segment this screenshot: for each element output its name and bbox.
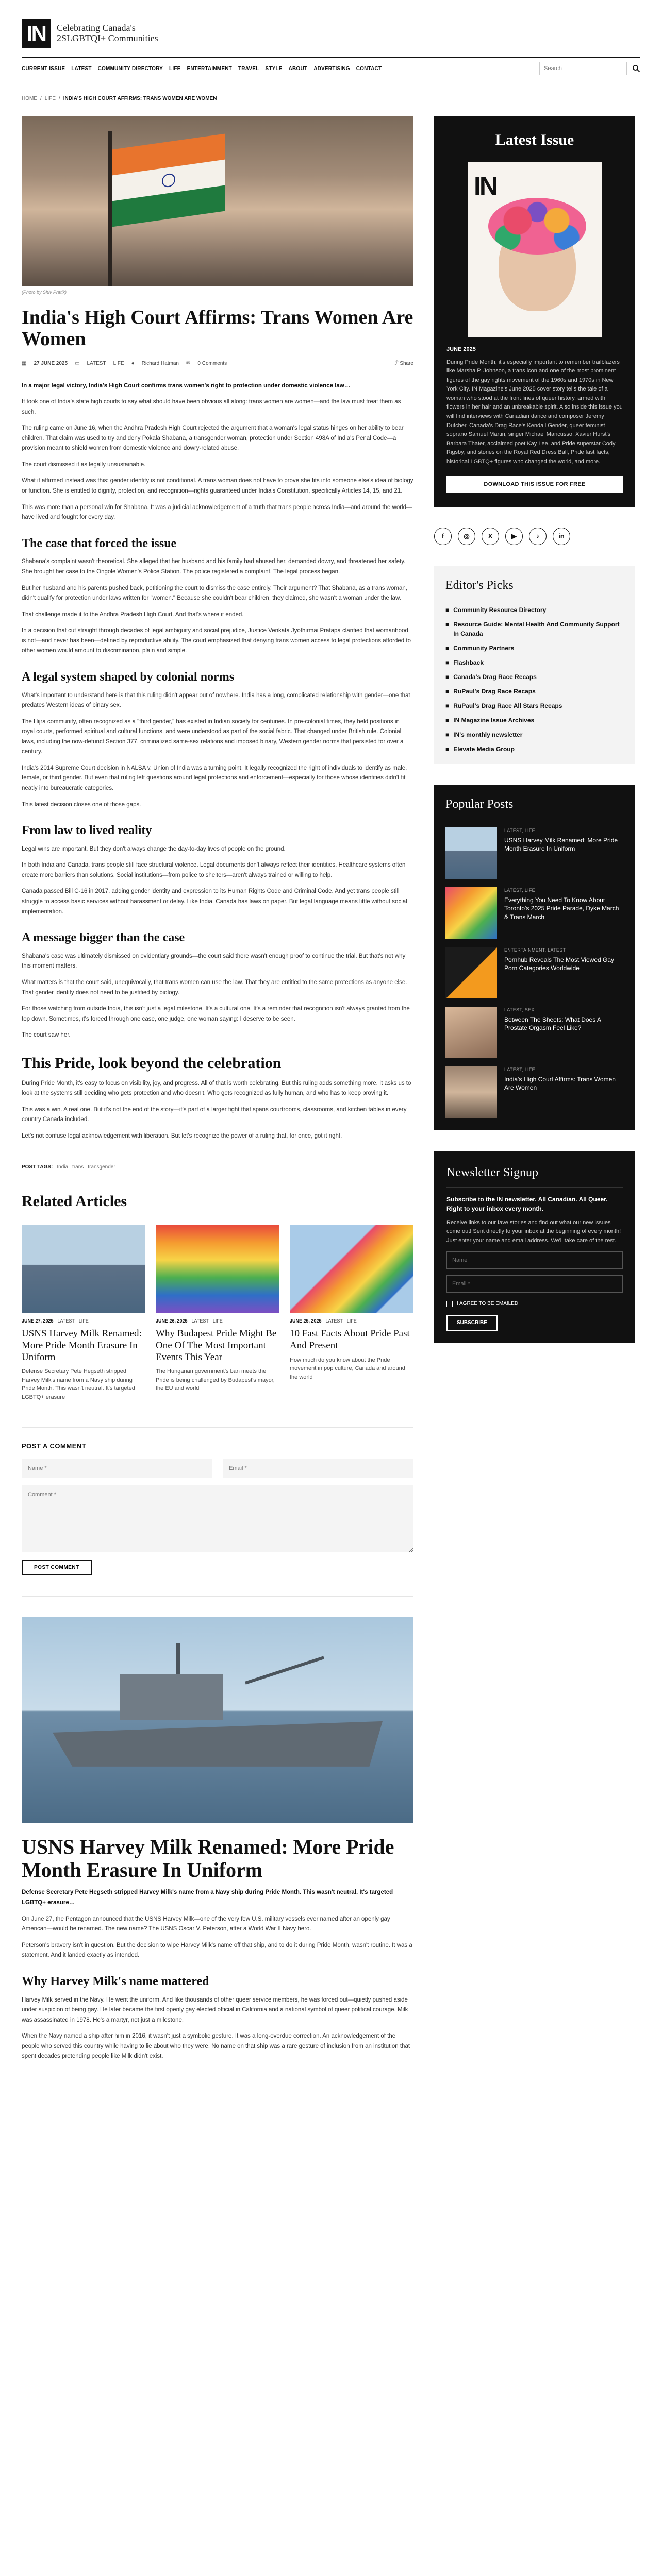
popular-thumb[interactable] [445, 887, 497, 939]
breadcrumb-home[interactable]: HOME [22, 96, 37, 101]
paragraph: What it affirmed instead was this: gender identity is not conditional. A trans woman does not have to prove she fits into someone else's idea of biology or function. She is entitled to dignity, protection, and recognition—rights guaranteed under India's Constitution, specifically Articles 14, 15, and 21. [22, 478, 413, 494]
nav-item-latest[interactable]: LATEST [71, 65, 92, 72]
popular-category: LATEST, LIFE [504, 827, 535, 833]
comment-email-field[interactable] [223, 1459, 413, 1478]
paragraph: When the Navy named a ship after him in 2016, it wasn't just a symbolic gesture. It was a long-overdue correction. An acknowledgement of the people who served this country while having to lie about who they were. No name on that ship was a rare gesture of inclusion from an institution that spent decades pretending people like Milk didn't exist. [22, 2033, 410, 2060]
paragraph: The ruling came on June 16, when the Andhra Pradesh High Court rejected the argument that a woman's legal status hinges on her ability to bear children. That claim was used to try and deny Pokala Shabana, a transgender woman, protection under Section 498A of India's Penal Code—a provision meant to shield women from domestic violence and dowry-related abuse. [22, 425, 404, 452]
bullet-icon: ■ [445, 745, 450, 753]
popular-posts-title: Popular Posts [445, 795, 624, 819]
related-meta: JUNE 26, 2025 · LATEST · LIFE [156, 1318, 223, 1324]
comment-icon: ✉ [186, 360, 191, 366]
latest-issue-title: Latest Issue [495, 131, 574, 148]
hero-image [22, 116, 413, 286]
article-category-2[interactable]: LIFE [113, 360, 124, 366]
user-icon: ● [131, 360, 135, 366]
share-button[interactable]: ⤴ Share [393, 360, 413, 366]
nav-item-contact[interactable]: CONTACT [356, 65, 382, 72]
logo-mark: IN [22, 19, 51, 48]
consent-label: I AGREE TO BE EMAILED [457, 1301, 519, 1307]
popular-category: LATEST, LIFE [504, 1066, 535, 1072]
editors-pick-label: Flashback [453, 658, 484, 666]
popular-posts [434, 785, 635, 1130]
editors-pick-label: Canada's Drag Race Recaps [453, 673, 537, 681]
site-logo[interactable] [22, 19, 170, 48]
paragraph: India's 2014 Supreme Court decision in NALSA v. Union of India was a turning point. It legally recognized the right of individuals to identify as male, female, or third gender. But even that ruling left questions around legal protections and enforcement—especially for those whose identities didn't fit neatly into bureaucratic categories. [22, 765, 407, 791]
section-heading: Why Harvey Milk's name mattered [22, 1974, 209, 1988]
popular-category: LATEST, LIFE [504, 887, 535, 893]
popular-title[interactable]: Between The Sheets: What Does A Prostate Orgasm Feel Like? [504, 1016, 601, 1032]
section-heading: A legal system shaped by colonial norms [22, 670, 235, 684]
related-title[interactable]: Why Budapest Pride Might Be One Of The Most Important Events This Year [156, 1328, 277, 1363]
paragraph: The Hijra community, often recognized as a "third gender," has existed in Indian society for centuries. In pre-colonial times, they held positions in royal courts, performed spiritual and cultural functions, and were understood as part of the social fabric. That changed under British rule. Colonial laws, including the now-defunct Section 377, criminalized same-sex relations and imposed binary, Western gender norms that persisted for over a century. [22, 718, 404, 755]
article-meta [22, 360, 413, 375]
article-date: 27 JUNE 2025 [34, 360, 68, 366]
post-tags-label: POST TAGS: [22, 1164, 53, 1171]
article-title: India's High Court Affirms: Trans Women Are Women [22, 306, 413, 350]
related-image[interactable] [290, 1225, 413, 1313]
newsletter-signup [434, 1151, 635, 1344]
section-heading: A message bigger than the case [22, 931, 185, 945]
popular-post[interactable] [445, 947, 624, 998]
related-excerpt: Defense Secretary Pete Hegseth stripped Harvey Milk's name from a Navy ship during Pride Month. This wasn't neutral. It's targeted LGBTQ+ erasure [22, 1368, 135, 1400]
nav-item-life[interactable]: LIFE [169, 65, 181, 72]
comment-textarea[interactable] [22, 1485, 413, 1552]
second-article-body [22, 1888, 413, 2061]
main-column [22, 116, 413, 2062]
editors-pick-label: IN Magazine Issue Archives [453, 716, 535, 724]
instagram-icon[interactable]: ◎ [458, 528, 475, 545]
second-article-image[interactable] [22, 1617, 413, 1823]
newsletter-title: Newsletter Signup [446, 1163, 623, 1188]
latest-issue [434, 116, 635, 507]
paragraph: In a decision that cut straight through decades of legal ambiguity and social prejudice, Justice Venkata Jyothirmai Pratapa clarified that womanhood is not—and never has been—defined by reproductive ability. The court emphasized that denying trans women access to legal protections afforded to other women would amount to discrimination, plain and simple. [22, 628, 411, 654]
paragraph: What's important to understand here is that this ruling didn't appear out of nowhere. India has a long, complicated relationship with gender—one that predates Western ideas of binary sex. [22, 692, 410, 709]
popular-post[interactable] [445, 1007, 624, 1058]
editors-picks-list [445, 605, 624, 754]
bullet-icon: ■ [445, 716, 450, 724]
flag-pole [108, 131, 112, 286]
breadcrumb-separator: / [58, 96, 60, 101]
image-caption: (Photo by Shiv Pratik) [22, 290, 67, 295]
nav-item-travel[interactable]: TRAVEL [238, 65, 259, 72]
cover-logo: IN [474, 172, 496, 200]
popular-post[interactable] [445, 887, 624, 939]
newsletter-email-field[interactable] [446, 1275, 623, 1293]
download-issue-button[interactable]: DOWNLOAD THIS ISSUE FOR FREE [446, 476, 623, 493]
breadcrumb [22, 95, 640, 103]
related-title[interactable]: 10 Fast Facts About Pride Past And Present [290, 1328, 410, 1351]
bullet-icon: ■ [445, 606, 450, 614]
editors-pick-item[interactable] [445, 744, 624, 754]
editors-pick-item[interactable] [445, 658, 624, 667]
editors-pick-label: Community Resource Directory [453, 606, 547, 614]
related-card[interactable] [290, 1225, 413, 1401]
newsletter-lead: Subscribe to the IN newsletter. All Canadian. All Queer. Right to your inbox every month. [446, 1195, 608, 1212]
related-excerpt: The Hungarian government's ban meets the Pride is being challenged by Budapest's mayor, the EU and world [156, 1368, 275, 1392]
related-excerpt: How much do you know about the Pride movement in pop culture, Canada and around the world [290, 1357, 405, 1380]
paragraph: The court dismissed it as legally unsustainable. [22, 461, 146, 468]
main-nav [22, 57, 640, 79]
related-meta: JUNE 25, 2025 · LATEST · LIFE [290, 1318, 357, 1324]
related-image[interactable] [22, 1225, 145, 1313]
facebook-icon[interactable]: f [434, 528, 452, 545]
editors-pick-item[interactable] [445, 620, 624, 638]
divider [22, 1596, 413, 1597]
issue-cover[interactable] [468, 162, 602, 337]
paragraph: This latest decision closes one of those gaps. [22, 801, 141, 808]
editors-pick-item[interactable] [445, 687, 624, 696]
paragraph: In both India and Canada, trans people still face structural violence. Legal documents don't always reflect their identities. Healthcare systems often create more barriers than solutions. Social institutions—from police to shelters—aren't always trained or willing to help. [22, 862, 406, 878]
newsletter-name-field[interactable] [446, 1251, 623, 1269]
paragraph: The court saw her. [22, 1032, 71, 1039]
popular-thumb[interactable] [445, 1066, 497, 1118]
ship-crane [245, 1656, 324, 1684]
related-articles-title: Related Articles [22, 1193, 127, 1210]
popular-post[interactable] [445, 1066, 624, 1118]
comment-name-field[interactable] [22, 1459, 212, 1478]
nav-item-style[interactable]: STYLE [265, 65, 283, 72]
editors-pick-label: Resource Guide: Mental Health And Community Support In Canada [453, 620, 620, 637]
paragraph: What matters is that the court said, unequivocally, that trans women can use the law. That they are entitled to the same protections as anyone else. That gender identity does not need to be justified by biology. [22, 979, 407, 996]
paragraph: For those watching from outside India, this isn't just a legal milestone. It's a cultural one. It's a reminder that recognition isn't always granted from the top down. Sometimes, it's forced through one case, one judge, one woman saying: I deserve to be seen. [22, 1006, 410, 1022]
popular-post[interactable] [445, 827, 624, 879]
related-image[interactable] [156, 1225, 279, 1313]
editors-pick-item[interactable] [445, 701, 624, 710]
bullet-icon: ■ [445, 644, 450, 652]
popular-title[interactable]: Pornhub Reveals The Most Viewed Gay Porn Categories Worldwide [504, 956, 615, 972]
popular-title[interactable]: India's High Court Affirms: Trans Women Are Women [504, 1076, 616, 1092]
x-icon[interactable]: X [482, 528, 499, 545]
search-input[interactable] [539, 62, 627, 75]
editors-pick-label: RuPaul's Drag Race Recaps [453, 687, 536, 695]
cover-flowers [488, 198, 586, 255]
calendar-icon: ▦ [22, 360, 27, 366]
folder-icon: ▭ [75, 360, 80, 366]
second-article-title[interactable]: USNS Harvey Milk Renamed: More Pride Month Erasure In Uniform [22, 1835, 394, 1882]
paragraph: Peterson's bravery isn't in question. But the decision to wipe Harvey Milk's name off that ship, and to do it during Pride Month, wasn't routine. It was a statement. And it landed exactly as intended. [22, 1942, 412, 1959]
paragraph: Harvey Milk served in the Navy. He went the uniform. And like thousands of other queer service members, he was forced out—quietly pushed aside under suspicion of being gay. He later became the first openly gay elected official in California and a national symbol of queer political courage. Milk was assassinated in 1978. He's a martyr, not just a milestone. [22, 1996, 408, 2023]
popular-title[interactable]: USNS Harvey Milk Renamed: More Pride Month Erasure In Uniform [504, 837, 618, 853]
section-heading: The case that forced the issue [22, 536, 177, 550]
share-icon: ⤴ [393, 360, 400, 366]
article-comments[interactable]: 0 Comments [197, 360, 227, 366]
issue-date: JUNE 2025 [446, 346, 476, 352]
editors-pick-label: Elevate Media Group [453, 745, 515, 753]
breadcrumb-current: INDIA'S HIGH COURT AFFIRMS: TRANS WOMEN ARE WOMEN [63, 96, 217, 101]
paragraph: On June 27, the Pentagon announced that the USNS Harvey Milk—one of the very few U.S. military vessels ever named after an openly gay American—would be renamed. The new name? The USNS Oscar V. Peterson, after a World War II Navy hero. [22, 1916, 390, 1933]
related-card[interactable] [156, 1225, 279, 1401]
comment-form-title: POST A COMMENT [22, 1442, 87, 1450]
editors-pick-item[interactable] [445, 605, 624, 615]
editors-pick-item[interactable] [445, 672, 624, 682]
paragraph: But her husband and his parents pushed back, petitioning the court to dismiss the case entirely. Their argument? That Shabana, as a trans woman, didn't qualify for protection under laws written for "women." Because she couldn't bear children, they claimed, she wasn't a woman under the law. [22, 585, 407, 602]
popular-title[interactable]: Everything You Need To Know About Toronto's 2025 Pride Parade, Dyke March & Trans March [504, 896, 619, 921]
popular-category: ENTERTAINMENT, LATEST [504, 947, 566, 953]
bullet-icon: ■ [445, 687, 450, 695]
article-category[interactable]: LATEST [87, 360, 106, 366]
bullet-icon: ■ [445, 731, 450, 738]
related-card[interactable] [22, 1225, 145, 1401]
popular-thumb[interactable] [445, 947, 497, 998]
article-author[interactable]: Richard Hatman [141, 360, 179, 366]
bullet-icon: ■ [445, 658, 450, 666]
second-article-lead: Defense Secretary Pete Hegseth stripped Harvey Milk's name from a Navy ship during Pride Month. This wasn't neutral. It's targeted LGBTQ+ erasure… [22, 1889, 393, 1906]
bullet-icon: ■ [445, 620, 450, 628]
article-body [22, 381, 413, 1142]
related-meta: JUNE 27, 2025 · LATEST · LIFE [22, 1318, 89, 1324]
issue-description: During Pride Month, it's especially important to remember trailblazers like Marsha P. Johnson, a trans icon and one of the most prominent figures of the gay rights movement of the 1960s and 1970s in New York City. IN Magazine's June 2025 cover story tells the tale of a woman who stood at the front lines of queer history, armed with flowers in her hair and an unbreakable spirit. Also inside this issue you will find interviews with Canadian dance and composer Jeremy Dutcher, Canada's Drag Race's Kendall Gender, queer feminist soprano Samuel Martin, singer Michael Mancusso, Xavier Hurst's Barbara Thater, acclaimed poet Kay Lee, and Pride superstar Cody Rigsby; and stories on the Royal Red Dress Ball, Pride fast facts, historical LGBTQ+ figures who changed the world, and more. [446, 359, 623, 465]
newsletter-consent[interactable] [446, 1300, 623, 1308]
consent-checkbox[interactable] [446, 1301, 453, 1307]
post-comment-button[interactable]: POST COMMENT [22, 1560, 92, 1575]
related-articles [22, 1225, 413, 1401]
nav-items [22, 65, 382, 73]
nav-item-entertainment[interactable]: ENTERTAINMENT [187, 65, 232, 72]
logo-tagline: Celebrating Canada's 2SLGBTQI+ Communities [57, 23, 158, 43]
subscribe-button[interactable]: SUBSCRIBE [446, 1315, 498, 1331]
paragraph: Let's not confuse legal acknowledgement with liberation. But let's recognize the power of a ruling that, for once, got it right. [22, 1132, 342, 1139]
social-links [434, 528, 635, 545]
editors-picks-title: Editor's Picks [445, 576, 624, 600]
editors-pick-label: RuPaul's Drag Race All Stars Recaps [453, 702, 562, 709]
nav-item-current-issue[interactable]: CURRENT ISSUE [22, 65, 65, 72]
site-header [22, 0, 640, 57]
popular-category: LATEST, SEX [504, 1007, 535, 1012]
bullet-icon: ■ [445, 673, 450, 681]
post-tag[interactable]: transgender [88, 1164, 115, 1171]
youtube-icon[interactable]: ▶ [505, 528, 523, 545]
editors-pick-item[interactable] [445, 643, 624, 653]
post-tag[interactable]: trans [72, 1164, 84, 1171]
editors-pick-label: Community Partners [453, 644, 515, 652]
popular-thumb[interactable] [445, 827, 497, 879]
linkedin-icon[interactable]: in [553, 528, 570, 545]
article-lead: In a major legal victory, India's High Court confirms trans women's right to protection under domestic violence law… [22, 382, 351, 389]
editors-pick-item[interactable] [445, 730, 624, 739]
newsletter-text: Receive links to our fave stories and find out what our new issues come out! Sent directly to your inbox at the beginning of every month! Just enter your name and email address. We'll take care of the rest. [446, 1219, 621, 1244]
paragraph: Shabana's case was ultimately dismissed on evidentiary grounds—the court said there wasn't enough proof to continue the trial. But that's not why this moment matters. [22, 953, 406, 970]
breadcrumb-separator: / [40, 96, 42, 101]
breadcrumb-section[interactable]: LIFE [44, 96, 56, 101]
nav-item-advertising[interactable]: ADVERTISING [313, 65, 350, 72]
ship-superstructure [120, 1674, 223, 1720]
india-flag [112, 134, 225, 227]
tiktok-icon[interactable]: ♪ [529, 528, 547, 545]
section-heading: This Pride, look beyond the celebration [22, 1054, 282, 1072]
paragraph: That challenge made it to the Andhra Pradesh High Court. And that's where it ended. [22, 611, 244, 618]
paragraph: This was more than a personal win for Shabana. It was a judicial acknowledgement of a truth that trans people across India—and around the world—have lived and fought for every day. [22, 504, 412, 521]
bullet-icon: ■ [445, 702, 450, 709]
popular-thumb[interactable] [445, 1007, 497, 1058]
comment-form [22, 1427, 413, 1575]
editors-pick-item[interactable] [445, 716, 624, 725]
search-icon[interactable] [632, 64, 640, 73]
section-heading: From law to lived reality [22, 824, 152, 838]
editors-pick-label: IN's monthly newsletter [453, 731, 523, 738]
paragraph: Shabana's complaint wasn't theoretical. She alleged that her husband and his family had abused her, demanded dowry, and threatened her safety. She brought her case to the Ongole Women's Police Station. The police registered a complaint. The legal process began. [22, 558, 406, 575]
nav-item-about[interactable]: ABOUT [288, 65, 308, 72]
paragraph: It took one of India's state high courts to say what should have been obvious all along: trans women are women—and the law must treat them as such. [22, 399, 401, 415]
paragraph: Legal wins are important. But they don't always change the day-to-day lives of people on the ground. [22, 845, 286, 852]
editors-picks [434, 566, 635, 764]
paragraph: This was a win. A real one. But it's not the end of the story—it's part of a larger fight that spans courtrooms, classrooms, and kitchen tables in every country Canada included. [22, 1106, 407, 1123]
paragraph: Canada passed Bill C-16 in 2017, adding gender identity and expression to its Human Rights Code and Criminal Code. And yet trans people still struggle to access basic services without harassment or delay. Like India, Canada has laws on paper. But legal language means little without social implementation. [22, 888, 407, 915]
post-tags [22, 1156, 413, 1171]
nav-item-community-directory[interactable]: COMMUNITY DIRECTORY [97, 65, 163, 72]
related-title[interactable]: USNS Harvey Milk Renamed: More Pride Month Erasure In Uniform [22, 1328, 142, 1363]
sidebar [434, 116, 635, 2062]
paragraph: During Pride Month, it's easy to focus on visibility, joy, and progress. All of that is worth celebrating. But this ruling adds something more. It asks us to look at the systems still deciding who gets protection and who doesn't. Who gets recognized as fully human, and who has to keep proving it. [22, 1080, 411, 1097]
post-tag[interactable]: India [57, 1164, 69, 1171]
